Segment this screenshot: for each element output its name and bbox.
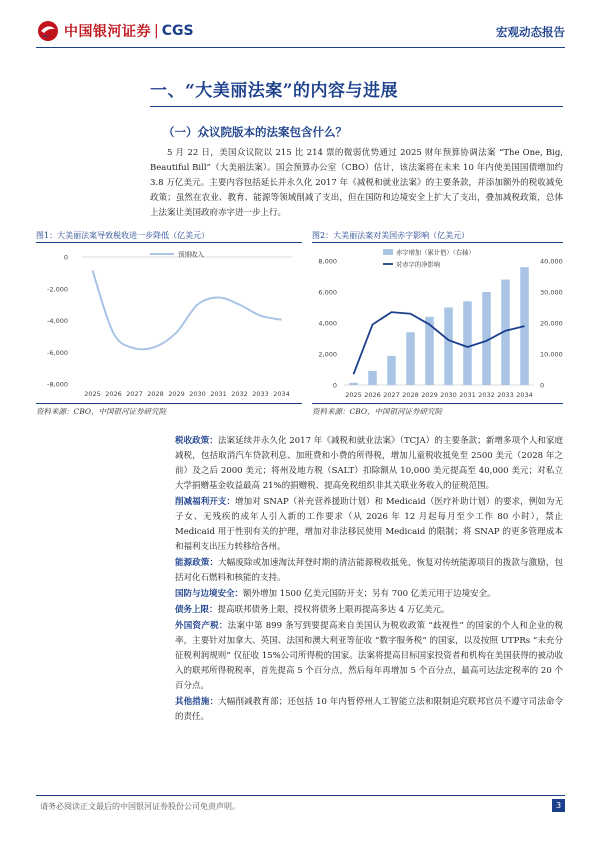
x-tick-label: 2031 — [210, 390, 227, 398]
x-tick-label: 2034 — [273, 390, 290, 398]
fig1-chart — [36, 244, 302, 404]
left-y-tick-label: 6,000 — [318, 288, 337, 297]
fig1-source: 资料来源：CBO，中国银河证券研究院 — [36, 407, 167, 416]
fig1-title: 图1：大美丽法案导致税收进一步降低（亿美元） — [36, 231, 210, 240]
deficit-bar — [349, 383, 358, 385]
policy-label: 能源政策： — [175, 558, 219, 568]
x-tick-label: 2029 — [421, 391, 438, 399]
x-tick-label: 2030 — [440, 391, 457, 399]
fig2-chart — [312, 244, 563, 404]
legend-label: 预期收入 — [178, 250, 204, 259]
fig2-title: 图2：大美丽法案对美国赤字影响（亿美元） — [312, 231, 470, 240]
y-tick-label: -8,000 — [47, 380, 68, 389]
deficit-bar — [444, 308, 453, 386]
policy-label: 其他措施： — [175, 697, 219, 707]
section-title: 一、“大美丽法案”的内容与进展 — [150, 81, 399, 101]
y-tick-label: -2,000 — [47, 285, 68, 294]
x-tick-label: 2027 — [126, 390, 143, 398]
deficit-bar — [387, 356, 396, 385]
fig1-title-line — [36, 242, 302, 243]
policy-text: 法案延续并永久化 2017 年《减税和就业法案》（TCJA）的主要条款；新增多项个人和家庭减税，包括取消汽车贷款利息、加班费和小费的所得税，增加儿童税收抵免至 2500 美元（2028 年之前）及之后 2000 美元；将州及地方税（SALT）扣除额从 10,000 美元提高至 40,000 美元；对私立大学捐赠基金收益最高 21%的捐赠税、提高免税组织非其关联业务收入的征税范围。 — [175, 436, 563, 491]
right-y-tick-label: 30,000 — [540, 288, 563, 297]
x-tick-label: 2028 — [402, 391, 419, 399]
x-tick-label: 2033 — [497, 391, 514, 399]
series-line-expected-revenue — [93, 270, 282, 349]
policy-item-other — [175, 695, 563, 725]
policy-text: 额外增加 1500 亿美元国防开支；另有 700 亿美元用于边境安全。 — [243, 589, 496, 599]
page-number: 3 — [552, 799, 565, 812]
deficit-bar — [463, 301, 472, 385]
policy-item-welfare — [175, 495, 563, 555]
x-tick-label: 2025 — [345, 391, 362, 399]
policy-list — [175, 434, 563, 725]
report-type: 宏观动态报告 — [496, 25, 565, 39]
intro-paragraph: 5 月 22 日，美国众议院以 215 比 214 票的微弱优势通过 2025 财年预算协调法案 “The One, Big, Beautiful Bill”（大美丽法案）。国会预算办公室（CBO）估计，该法案将在未来 10 年内使美国国债增加约 3.8 万亿美元。主要内容包括延长并永久化 2017 年《减税和就业法案》的主要条款，并添加额外的税收减免政策；虽然在农业、教育、能源等领域削减了支出，但在国防和边境安全上扩大了支出，叠加减税政策，总体上法案让美国政府赤字进一步上行。 — [150, 148, 563, 218]
x-tick-label: 2032 — [231, 390, 248, 398]
x-tick-label: 2028 — [147, 390, 164, 398]
policy-item-energy — [175, 556, 563, 586]
y-tick-label: -4,000 — [47, 317, 68, 325]
legend-swatch-bars — [383, 249, 393, 255]
x-tick-label: 2030 — [189, 390, 206, 398]
deficit-bar — [368, 371, 377, 385]
policy-label: 税收政策： — [175, 436, 218, 446]
fig2-source: 资料来源：CBO，中国银河证券研究院 — [312, 407, 443, 416]
policy-item-tax — [175, 434, 563, 494]
left-y-tick-label: 4,000 — [318, 319, 337, 328]
logo-separator: | — [154, 23, 159, 39]
policy-label: 债务上限： — [175, 605, 218, 615]
y-tick-label: -6,000 — [47, 348, 68, 357]
policy-item-debt-ceiling — [175, 603, 563, 618]
legend-label-line: 对赤字的净影响 — [396, 261, 441, 269]
x-tick-label: 2031 — [459, 391, 476, 399]
section-subtitle: （一）众议院版本的法案包含什么？ — [163, 125, 347, 139]
x-tick-label: 2025 — [84, 390, 101, 398]
x-tick-label: 2026 — [105, 390, 122, 398]
net-deficit-line — [354, 312, 525, 374]
policy-item-foreign-tax — [175, 619, 563, 694]
x-tick-label: 2034 — [516, 391, 533, 399]
footer-divider — [36, 795, 565, 796]
x-tick-label: 2029 — [168, 390, 185, 398]
right-y-tick-label: 40,000 — [540, 257, 563, 266]
policy-item-defense — [175, 587, 563, 602]
policy-text: 法案中第 899 条写到要提高来自美国认为税收政策 “歧视性” 的国家的个人和企业的税率，主要针对加拿大、英国、法国和澳大利亚等征收 “数字服务税” 的国家，以及按照 UTPRs “未充分征税利润规则” 仅征收 15%公司所得税的国家。法案将提高目标国家投资者和机构在美国获得的被动收入的联邦所得税税率，首先提高 5 个百分点，然后每年再增加 5 个百分点，最高可达法定税率的 20 个百分点。 — [175, 621, 563, 691]
right-y-tick-label: 10,000 — [540, 350, 563, 359]
x-tick-label: 2027 — [383, 391, 400, 399]
deficit-bar — [406, 332, 415, 385]
left-y-tick-label: 2,000 — [318, 350, 337, 359]
fig2-title-line — [312, 242, 563, 243]
left-y-tick-label: 8,000 — [318, 257, 337, 266]
logo-icon — [36, 20, 60, 42]
policy-label: 国防与边境安全： — [175, 589, 244, 599]
right-y-tick-label: 0 — [540, 381, 545, 390]
policy-text: 增加对 SNAP（补充营养援助计划）和 Medicaid（医疗补助计划）的要求，例如为无子女、无残疾的成年人引入新的工作要求（从 2026 年 12 月起每月至少工作 80 小时），禁止 Medicaid 用于性别有关的护理，增加对非法移民使用 Medicaid 的限制；将 SNAP 的更多管理成本和福利支出压力转移给各州。 — [175, 497, 563, 552]
x-tick-label: 2032 — [478, 391, 495, 399]
fig1-bottom-line — [36, 403, 302, 404]
logo-text-en: CGS — [161, 23, 194, 39]
header-divider — [36, 47, 565, 48]
legend-label-bars: 赤字增加（累计值）（右轴） — [396, 249, 475, 257]
left-y-tick-label: 0 — [332, 381, 337, 390]
y-tick-label: 0 — [63, 253, 68, 262]
right-y-tick-label: 20,000 — [540, 319, 563, 328]
company-logo — [36, 19, 194, 43]
policy-label: 外国资产税： — [175, 621, 228, 631]
policy-text: 大幅废除或加速淘汰拜登时期的清洁能源税收抵免，恢复对传统能源项目的拨款与激励，包括对化石燃料和核能的支持。 — [175, 558, 563, 583]
logo-text-cn: 中国银河证券 — [64, 24, 151, 40]
policy-text: 大幅削减教育部；还包括 10 年内暂停州人工智能立法和限制追究联邦官员不遵守司法命令的责任。 — [175, 697, 563, 722]
policy-label: 削减福利开支： — [175, 497, 236, 507]
x-tick-label: 2033 — [252, 390, 269, 398]
x-tick-label: 2026 — [364, 391, 381, 399]
policy-text: 提高联邦债务上限，授权将债务上限再提高多达 4 万亿美元。 — [217, 605, 450, 615]
fig2-bottom-line — [312, 403, 563, 404]
footer-disclaimer: 请务必阅读正文最后的中国银河证券股份公司免责声明。 — [40, 802, 240, 811]
section-divider — [150, 106, 563, 107]
